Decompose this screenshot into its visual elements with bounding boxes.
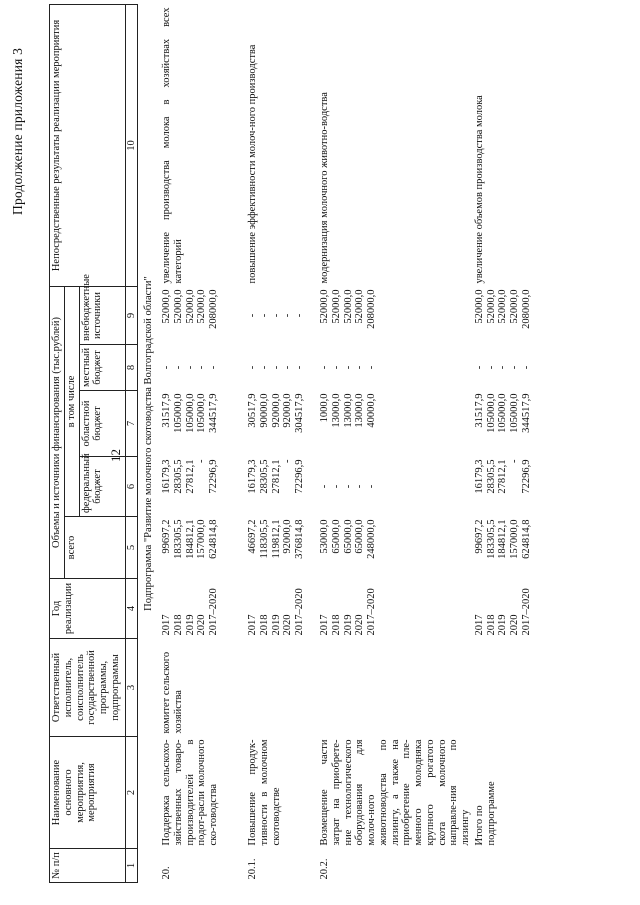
header-year: Год реализации (50, 579, 126, 639)
row-no: 20.1. (247, 858, 258, 880)
row-name: Возмещение части затрат на приобрете-ние технологического оборудования для молоч-ного животноводства по лизингу, а также на приобретение пле-менного молодняка крупного рогатого скота молочного направле-ния по лизингу (319, 739, 471, 846)
index-cell: 6 (125, 457, 138, 517)
row-regional: 31517,9 105000,0 105000,0 105000,0 344517,9 (161, 393, 219, 433)
index-cell: 9 (125, 286, 138, 344)
row-total: 99697,2 183305,5 184812,1 157000,0 624814,8 (161, 519, 219, 559)
continuation-caption: Продолжение приложения 3 (10, 47, 25, 215)
row-extrabudget: - - - - - (247, 313, 305, 318)
row-result: увеличение производства молока в хозяйствах всех категорий (161, 7, 184, 284)
row-name: Итого по подпрограмме (473, 781, 497, 846)
row-total: 53000,0 65000,0 65000,0 65000,0 248000,0 (319, 519, 377, 559)
header-including: в том числе (64, 286, 79, 516)
row-federal: - - - - - (319, 484, 377, 489)
row-executor (246, 639, 318, 737)
header-name: Наименование основного мероприятия, мероприятия (50, 737, 126, 849)
header-extrabudget: внебюджетные источники (79, 286, 125, 344)
header-result: Непосредственные результаты реализации мероприятия (50, 4, 126, 286)
row-no (473, 849, 545, 883)
row-extrabudget: 52000,0 52000,0 52000,0 52000,0 208000,0 (319, 289, 377, 329)
header-funding: Объемы и источники финансирования (тыс.рублей) (50, 286, 65, 578)
header-federal: федеральный бюджет (79, 457, 125, 517)
row-local: - - - - - (161, 365, 219, 370)
index-cell: 10 (125, 4, 138, 286)
subprogram-row (138, 4, 160, 882)
table-row (246, 4, 318, 882)
index-cell: 5 (125, 517, 138, 579)
row-federal: 16179,3 28305,5 27812,1 - 72296,9 (161, 459, 219, 494)
header-row-1 (50, 4, 65, 882)
row-federal: 16179,3 28305,5 27812,1 - 72296,9 (247, 459, 305, 494)
row-no: 20.2. (319, 858, 330, 880)
row-local: - - - - - (473, 365, 532, 370)
index-cell: 2 (125, 737, 138, 849)
row-regional: 1000,0 13000,0 13000,0 13000,0 40000,0 (319, 393, 377, 428)
row-result: увеличение объемов производства молока (473, 95, 485, 284)
row-result: повышение эффективности молоч-ного производства (247, 44, 258, 284)
row-executor (473, 639, 545, 737)
financing-table (49, 4, 545, 883)
row-name: Повышение продук-тивности в молочном скотоводстве (247, 739, 282, 846)
row-federal: 16179,3 28305,5 27812,1 - 72296,9 (473, 459, 532, 494)
index-cell: 1 (125, 849, 138, 883)
row-regional: 30517,9 90000,0 92000,0 92000,0 304517,9 (247, 393, 305, 433)
index-cell: 8 (125, 345, 138, 391)
row-total: 99697,2 183305,5 184812,1 157000,0 624814,8 (473, 519, 532, 559)
subprogram-title: Подпрограмма "Развитие молочного скотоводства Волгоградской области" (143, 276, 155, 611)
row-years: 2017 2018 2019 2020 2017–2020 (161, 588, 219, 636)
header-regional: областной бюджет (79, 391, 125, 457)
row-local: - - - - - (247, 365, 305, 370)
header-no: № п/п (50, 849, 126, 883)
header-total: всего (64, 517, 125, 579)
row-local: - - - - - (319, 365, 377, 370)
row-total: 46697,2 118305,5 119812,1 92000,0 376814,8 (247, 519, 305, 559)
table-row-total (473, 4, 545, 882)
header-local: местный бюджет (79, 345, 125, 391)
row-extrabudget: 52000,0 52000,0 52000,0 52000,0 208000,0 (473, 289, 532, 329)
row-name: Поддержка сельскохо-зяйственных товаро-производителей в подот-расли молочного ско-товодства (161, 739, 219, 846)
row-years: 2017 2018 2019 2020 2017–2020 (473, 588, 532, 636)
header-executor: Ответственный исполнитель, соисполнитель государственной программы, подпрограммы (50, 639, 126, 737)
table-row (160, 4, 246, 882)
index-cell: 3 (125, 639, 138, 737)
row-no: 20. (161, 866, 172, 880)
row-extrabudget: 52000,0 52000,0 52000,0 52000,0 208000,0 (161, 289, 219, 329)
index-row (125, 4, 138, 882)
row-result: модернизация молочного животно-водства (319, 92, 330, 284)
row-regional: 31517,9 105000,0 105000,0 105000,0 344517,9 (473, 393, 532, 433)
table-row (318, 4, 473, 882)
row-executor (318, 639, 473, 737)
page-number: 12 (108, 449, 123, 462)
row-years: 2017 2018 2019 2020 2017–2020 (319, 588, 377, 636)
row-executor: комитет сельского хозяйства (161, 651, 184, 734)
row-years: 2017 2018 2019 2020 2017–2020 (247, 588, 305, 636)
index-cell: 7 (125, 391, 138, 457)
index-cell: 4 (125, 579, 138, 639)
